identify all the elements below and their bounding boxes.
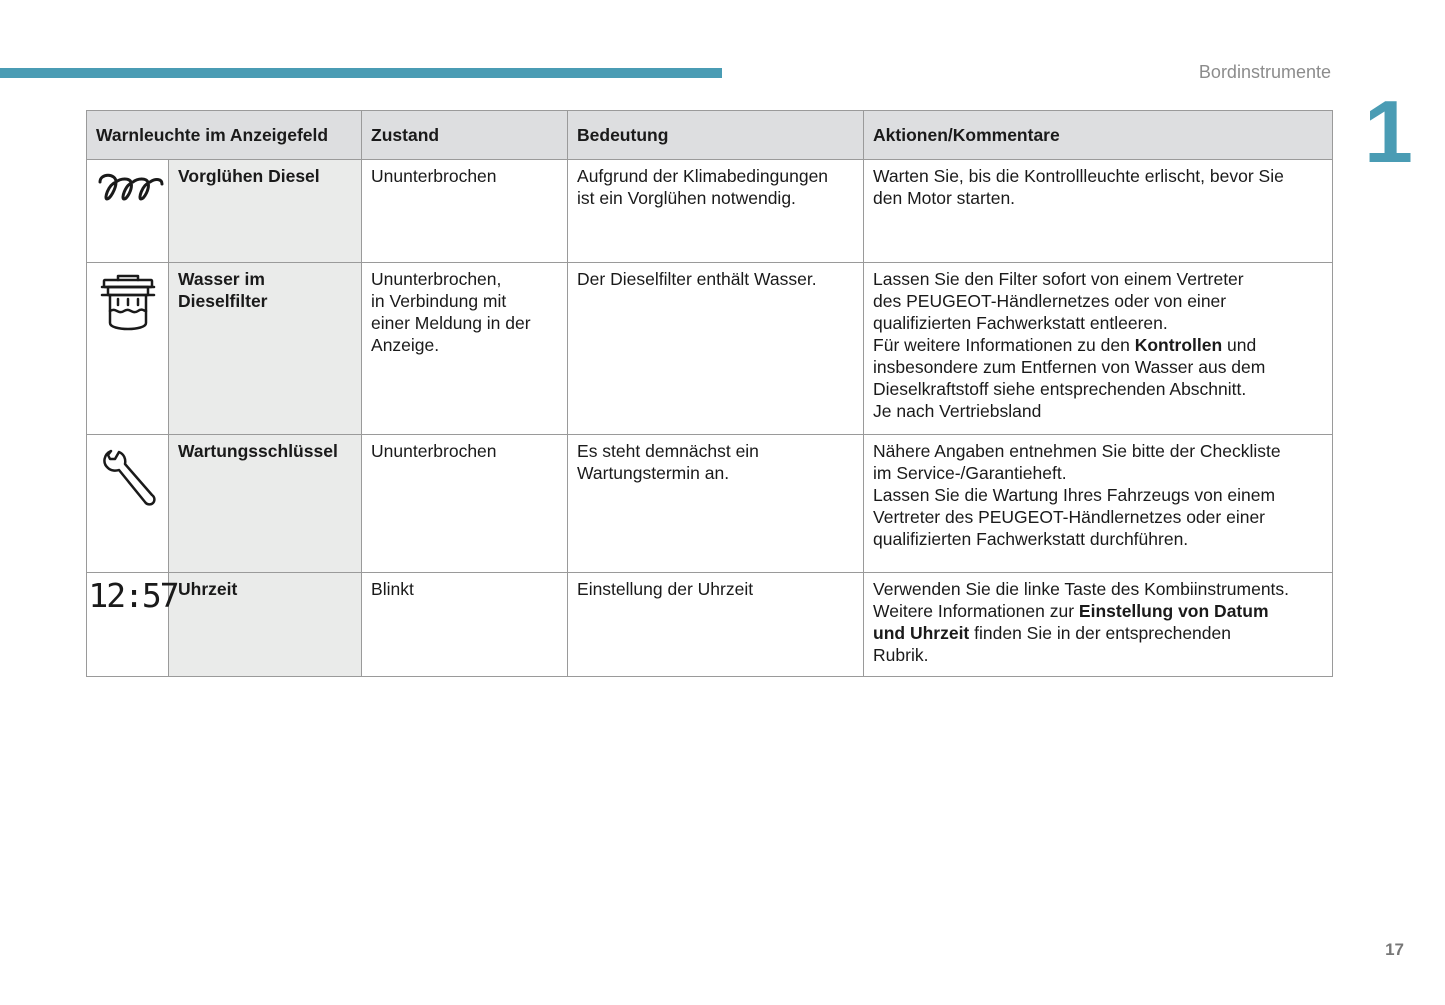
- wrench-icon: [100, 447, 156, 507]
- zustand-text: einer Meldung in der: [371, 313, 531, 333]
- aktionen-text: Warten Sie, bis die Kontrollleuchte erlischt, bevor Sie: [873, 166, 1284, 186]
- bedeutung-cell: [568, 263, 864, 435]
- warning-name: Uhrzeit: [178, 579, 238, 599]
- warning-name-cell: [169, 160, 362, 263]
- aktionen-text-part: Weitere Informationen zur: [873, 601, 1079, 621]
- aktionen-text: [873, 622, 1323, 644]
- warning-name-cell: [169, 573, 362, 677]
- zustand-cell: [362, 160, 568, 263]
- bedeutung-text: Wartungstermin an.: [577, 463, 730, 483]
- aktionen-text-part: und: [1222, 335, 1257, 355]
- bedeutung-text: Einstellung der Uhrzeit: [577, 579, 754, 599]
- clock-display-icon: [88, 576, 178, 615]
- warning-name-cell: [169, 263, 362, 435]
- aktionen-text: Nähere Angaben entnehmen Sie bitte der Checkliste: [873, 441, 1281, 461]
- aktionen-text: Je nach Vertriebsland: [873, 401, 1042, 421]
- warning-name: Wasser im: [178, 269, 265, 289]
- preheat-coil-icon: [96, 165, 166, 205]
- header-warnleuchte: Warnleuchte im Anzeigefeld: [87, 111, 362, 160]
- table-row: [87, 160, 1333, 263]
- aktionen-cell: [864, 160, 1333, 263]
- bedeutung-cell: [568, 160, 864, 263]
- aktionen-cell: [864, 573, 1333, 677]
- aktionen-bold-ref: und Uhrzeit: [873, 623, 970, 643]
- warning-name: Vorglühen Diesel: [178, 166, 320, 186]
- zustand-text: Ununterbrochen: [371, 441, 497, 461]
- aktionen-text: [873, 600, 1323, 622]
- zustand-text: Anzeige.: [371, 335, 440, 355]
- aktionen-text: qualifizierten Fachwerkstatt entleeren.: [873, 313, 1168, 333]
- aktionen-cell: [864, 263, 1333, 435]
- warning-name-cell: [169, 435, 362, 573]
- icon-cell: [87, 160, 169, 263]
- aktionen-text: den Motor starten.: [873, 188, 1016, 208]
- aktionen-text: Vertreter des PEUGEOT-Händlernetzes oder einer: [873, 507, 1266, 527]
- aktionen-text: im Service-/Garantieheft.: [873, 463, 1067, 483]
- icon-cell: [87, 573, 178, 677]
- aktionen-text-part: finden Sie in der entsprechenden: [969, 623, 1231, 643]
- icon-cell: [87, 263, 169, 435]
- aktionen-bold-ref: Einstellung von Datum: [1078, 601, 1269, 621]
- aktionen-text: Lassen Sie die Wartung Ihres Fahrzeugs von einem: [873, 485, 1276, 505]
- bedeutung-cell: [568, 435, 864, 573]
- bedeutung-text: Es steht demnächst ein: [577, 441, 759, 461]
- zustand-cell: [362, 263, 568, 435]
- table-header-row: [87, 111, 1333, 160]
- warning-lights-table: [86, 110, 1333, 677]
- warning-name: Dieselfilter: [178, 291, 268, 311]
- section-title: Bordinstrumente: [1198, 62, 1331, 82]
- table-row: [87, 263, 1333, 435]
- aktionen-text: Dieselkraftstoff siehe entsprechenden Abschnitt.: [873, 379, 1247, 399]
- aktionen-text: Verwenden Sie die linke Taste des Kombiinstruments.: [873, 579, 1290, 599]
- top-accent-bar: [0, 68, 722, 78]
- aktionen-text: insbesondere zum Entfernen von Wasser aus dem: [873, 357, 1266, 377]
- aktionen-bold-ref: Kontrollen: [1134, 335, 1223, 355]
- zustand-cell: [362, 573, 568, 677]
- zustand-text: Blinkt: [371, 579, 414, 599]
- aktionen-text: Lassen Sie den Filter sofort von einem Vertreter: [873, 269, 1244, 289]
- clock-digits: 12:57: [88, 576, 178, 615]
- icon-cell: [87, 435, 169, 573]
- aktionen-text: [873, 334, 1323, 356]
- table-row: [87, 435, 1333, 573]
- aktionen-text: Rubrik.: [873, 645, 929, 665]
- page-number: 17: [1385, 940, 1404, 959]
- aktionen-text-part: Für weitere Informationen zu den: [873, 335, 1135, 355]
- aktionen-cell: [864, 435, 1333, 573]
- zustand-text: in Verbindung mit: [371, 291, 507, 311]
- bedeutung-text: Aufgrund der Klimabedingungen: [577, 166, 829, 186]
- water-in-diesel-filter-icon: [98, 273, 158, 339]
- zustand-cell: [362, 435, 568, 573]
- bedeutung-text: Der Dieselfilter enthält Wasser.: [577, 269, 817, 289]
- header-zustand: Zustand: [362, 111, 568, 160]
- aktionen-text: qualifizierten Fachwerkstatt durchführen.: [873, 529, 1189, 549]
- zustand-text: Ununterbrochen,: [371, 269, 502, 289]
- warning-name: Wartungsschlüssel: [178, 441, 338, 461]
- header-bedeutung: Bedeutung: [568, 111, 864, 160]
- chapter-number: 1: [1364, 82, 1413, 181]
- table-row: [87, 573, 1333, 677]
- header-aktionen: Aktionen/Kommentare: [864, 111, 1333, 160]
- aktionen-text: des PEUGEOT-Händlernetzes oder von einer: [873, 291, 1227, 311]
- bedeutung-cell: [568, 573, 864, 677]
- zustand-text: Ununterbrochen: [371, 166, 497, 186]
- bedeutung-text: ist ein Vorglühen notwendig.: [577, 188, 796, 208]
